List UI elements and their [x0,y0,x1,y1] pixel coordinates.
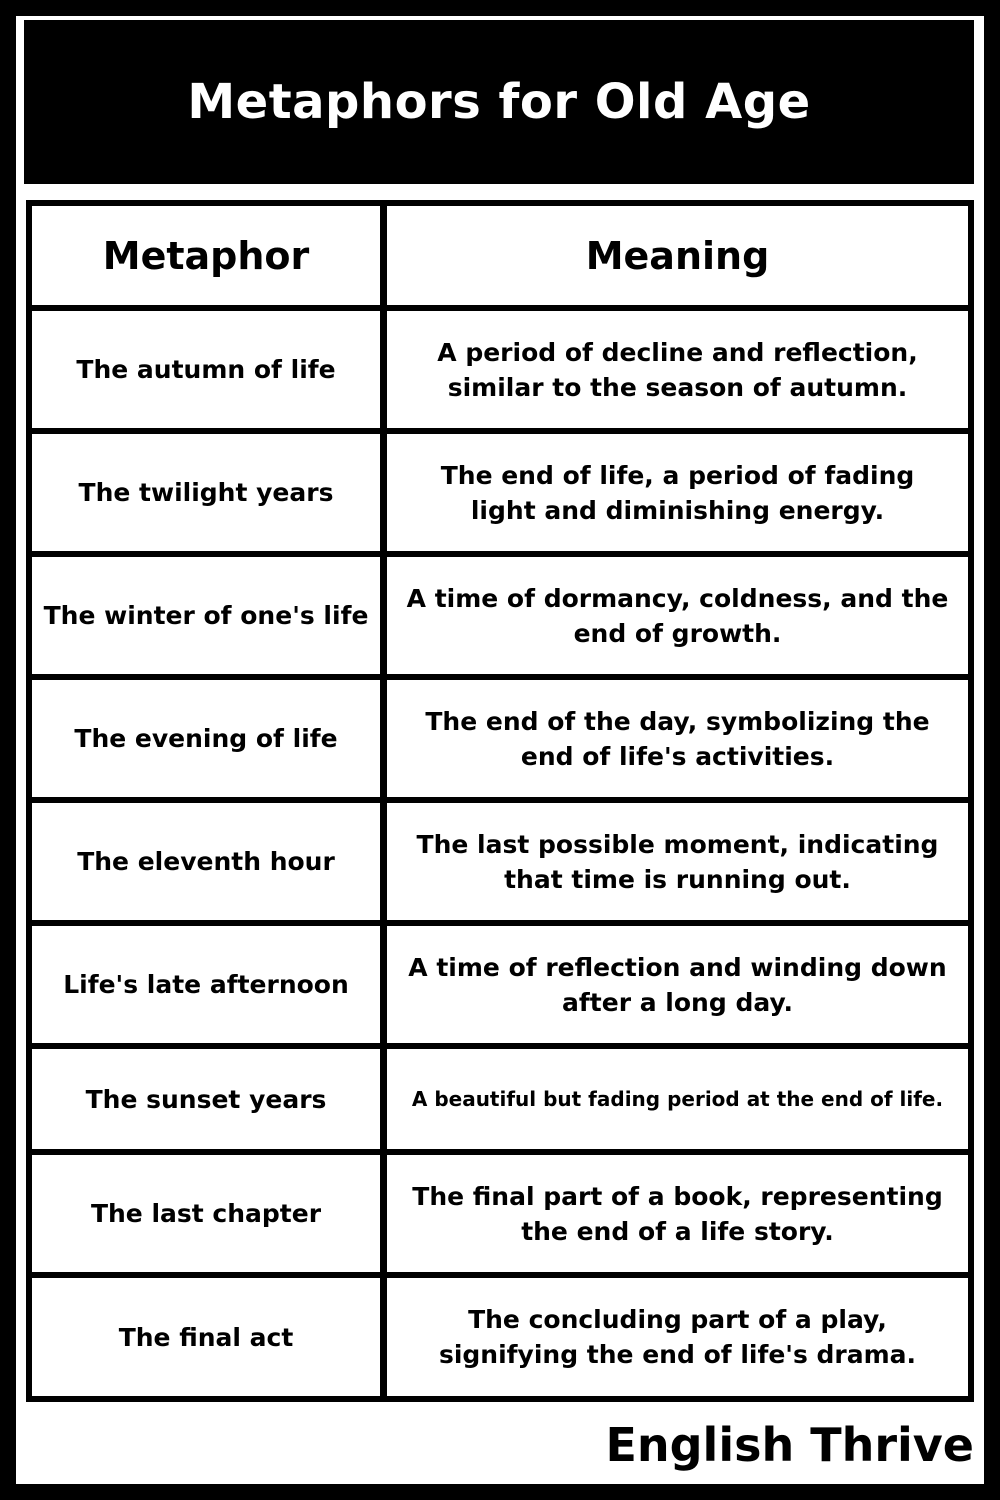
metaphor-cell: Life's late afternoon [32,926,380,1043]
header-metaphor: Metaphor [32,206,380,305]
table-row [26,434,974,551]
brand-label: English Thrive [605,1418,974,1472]
meaning-cell: The concluding part of a play, signifying the end of life's drama. [387,1278,968,1396]
metaphor-cell: The final act [32,1278,380,1396]
meaning-cell: A beautiful but fading period at the end of life. [387,1049,968,1149]
table-row [26,1155,974,1272]
header-meaning: Meaning [387,206,968,305]
metaphor-cell: The eleventh hour [32,803,380,920]
meaning-cell: The end of life, a period of fading light and diminishing energy. [387,434,968,551]
metaphor-table [26,200,974,1402]
table-row [26,557,974,674]
table-row [26,926,974,1043]
table-row [26,311,974,428]
metaphor-cell: The last chapter [32,1155,380,1272]
meaning-cell: A period of decline and reflection, similar to the season of autumn. [387,311,968,428]
metaphor-cell: The evening of life [32,680,380,797]
table-row [26,680,974,797]
meaning-cell: A time of reflection and winding down after a long day. [387,926,968,1043]
metaphor-cell: The winter of one's life [32,557,380,674]
metaphor-cell: The twilight years [32,434,380,551]
meaning-cell: The end of the day, symbolizing the end of life's activities. [387,680,968,797]
meaning-cell: The final part of a book, representing the end of a life story. [387,1155,968,1272]
page-title: Metaphors for Old Age [187,74,811,130]
table-row [26,1049,974,1149]
table-row [26,803,974,920]
metaphor-cell: The sunset years [32,1049,380,1149]
table-header-row [26,206,974,305]
title-banner [24,20,974,184]
meaning-cell: The last possible moment, indicating that time is running out. [387,803,968,920]
metaphor-cell: The autumn of life [32,311,380,428]
table-row [26,1278,974,1396]
meaning-cell: A time of dormancy, coldness, and the end of growth. [387,557,968,674]
